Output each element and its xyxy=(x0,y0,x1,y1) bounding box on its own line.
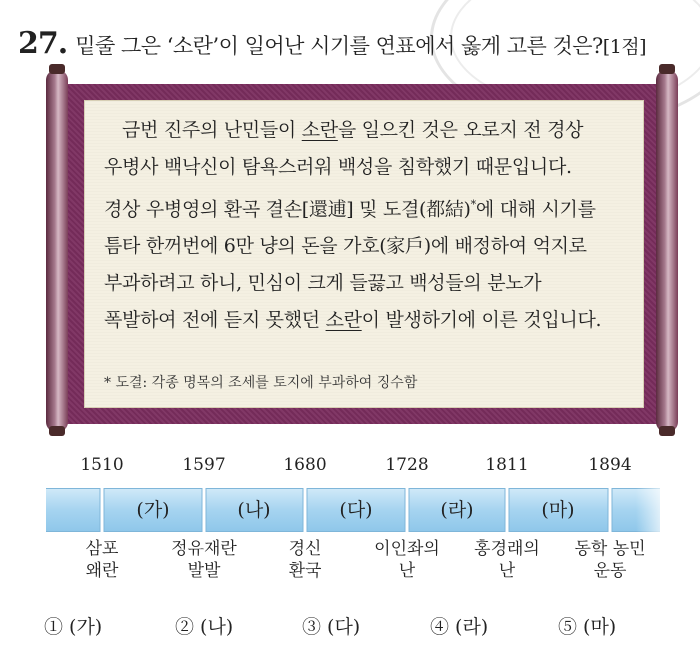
choice-4[interactable]: ④ (라) xyxy=(430,616,489,638)
timeline-tick xyxy=(101,488,104,532)
passage-line: 폭발하여 전에 듣지 못했던 소란이 발생하기에 이른 것입니다. xyxy=(104,309,602,332)
timeline-tick xyxy=(304,488,307,532)
year-label: 1728 xyxy=(385,455,429,475)
passage-line: 틈타 한꺼번에 6만 냥의 돈을 가호(家戶)에 배정하여 억지로 xyxy=(104,235,587,258)
year-label: 1894 xyxy=(588,455,632,475)
underlined-term: 소란 xyxy=(301,119,338,141)
source-passage xyxy=(104,112,634,339)
rod-cap xyxy=(49,426,65,436)
question-stem xyxy=(18,26,688,61)
timeline-tick xyxy=(406,488,409,532)
scroll-rod-right xyxy=(656,70,678,432)
choice-5[interactable]: ⑤ (마) xyxy=(558,616,617,638)
event-label: 삼포 왜란 xyxy=(85,539,119,581)
passage-line: 금번 진주의 난민들이 소란을 일으킨 것은 오로지 전 경상 xyxy=(122,119,584,141)
timeline-bar-fade xyxy=(636,488,676,532)
passage-line: 우병사 백낙신이 탐욕스러워 백성을 침학했기 때문입니다. xyxy=(104,156,572,178)
footnote: * 도결: 각종 명목의 조세를 토지에 부과하여 징수함 xyxy=(104,375,418,391)
timeline-years xyxy=(0,455,700,485)
question-text: 밑줄 그은 ‘소란’이 일어난 시기를 연표에서 옳게 고른 것은? xyxy=(75,34,603,58)
rod-cap xyxy=(49,64,65,74)
rod-cap xyxy=(659,64,675,74)
year-label: 1510 xyxy=(80,455,124,475)
period-label: (다) xyxy=(339,499,373,521)
question-points: [1점] xyxy=(602,36,647,58)
event-label: 동학 농민 운동 xyxy=(574,539,646,581)
year-label: 1597 xyxy=(182,455,226,475)
choice-3[interactable]: ③ (다) xyxy=(302,616,361,638)
rod-cap xyxy=(659,426,675,436)
period-label: (나) xyxy=(237,499,271,521)
choice-2[interactable]: ② (나) xyxy=(175,616,234,638)
period-label: (라) xyxy=(440,499,474,521)
passage-line: 경상 우병영의 환곡 결손[還逋] 및 도결(都結)*에 대해 시기를 xyxy=(104,198,596,221)
choice-1[interactable]: ① (가) xyxy=(44,616,103,638)
period-label: (마) xyxy=(541,499,575,521)
year-label: 1811 xyxy=(485,455,529,475)
year-label: 1680 xyxy=(283,455,327,475)
timeline-tick xyxy=(609,488,612,532)
event-label: 정유재란 발발 xyxy=(171,539,237,581)
event-label: 홍경래의 난 xyxy=(474,539,540,581)
event-label: 이인좌의 난 xyxy=(374,539,440,581)
question-number: 27. xyxy=(18,26,68,61)
underlined-term: 소란 xyxy=(325,309,362,332)
scroll-rod-left xyxy=(46,70,68,432)
period-label: (가) xyxy=(136,499,170,521)
event-label: 경신 환국 xyxy=(288,539,322,581)
passage-line: 부과하려고 하니, 민심이 크게 들끓고 백성들의 분노가 xyxy=(104,272,542,295)
timeline-tick xyxy=(506,488,509,532)
timeline-tick xyxy=(203,488,206,532)
